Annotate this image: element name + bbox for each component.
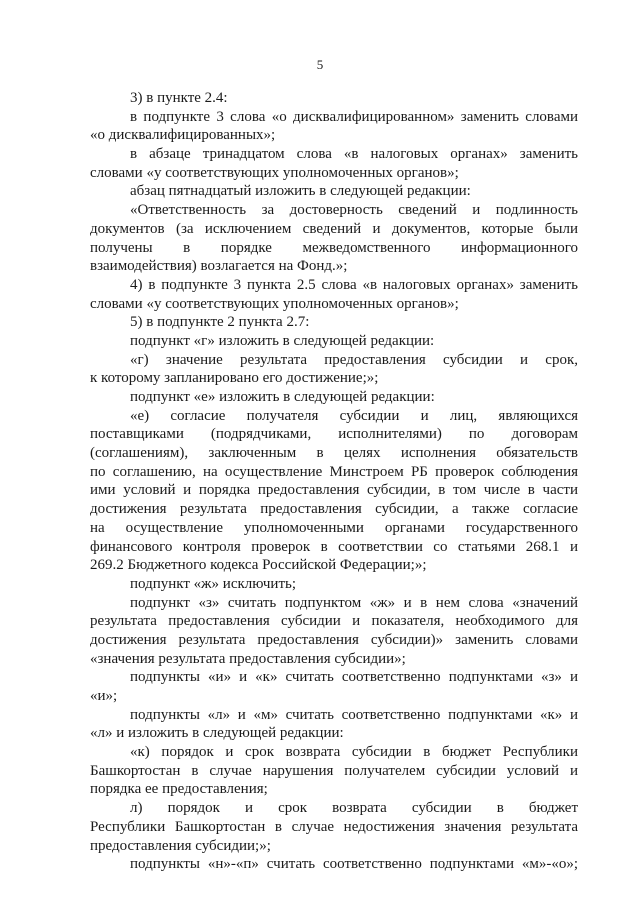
text-line: на осуществление уполномоченными органами государственного [90,519,578,536]
text-line: подпункт «ж» исключить; [130,575,297,592]
text-line: достижения результата предоставления субсидии)» заменить словами [90,631,578,648]
text-line: «е) согласие получателя субсидии и лиц, являющихся [130,407,578,424]
text-line: 3) в пункте 2.4: [130,90,228,106]
text-line: подпункт «з» считать подпунктом «ж» и в нем слова «значений [130,594,578,611]
text-line: подпункты «н»-«п» считать соответственно подпунктами «м»-«о»; [130,856,578,873]
document-body [90,89,578,874]
page-number: 5 [316,57,324,72]
text-line: к которому запланировано его достижение;»; [90,370,379,387]
text-line: «Ответственность за достоверность сведений и подлинность [130,202,578,219]
text-line: получены в порядке межведомственного информационного [90,239,578,256]
text-line: «л» и изложить в следующей редакции: [90,725,344,742]
text-line: 269.2 Бюджетного кодекса Российской Федерации;»; [90,557,427,574]
text-line: «к) порядок и срок возврата субсидии в бюджет Республики [130,744,578,761]
text-line: «о дисквалифицированных»; [90,127,276,144]
text-line: «г) значение результата предоставления субсидии и срок, [130,351,578,368]
text-line: абзац пятнадцатый изложить в следующей редакции: [130,183,471,200]
text-line: л) порядок и срок возврата субсидии в бюджет [130,800,578,817]
text-line: в абзаце тринадцатом слова «в налоговых органах» заменить [130,146,578,163]
text-line: «и»; [90,688,118,704]
text-line: 4) в подпункте 3 пункта 2.5 слова «в налоговых органах» заменить [130,276,578,293]
text-line: подпункты «и» и «к» считать соответственно подпунктами «з» и [130,669,578,686]
text-line: подпункты «л» и «м» считать соответственно подпунктами «к» и [130,706,578,723]
text-line: финансового контроля проверок в соответствии со статьями 268.1 и [90,538,578,555]
text-line: 5) в подпункте 2 пункта 2.7: [130,314,310,331]
text-line: результата предоставления субсидии и показателя, необходимого для [90,613,578,630]
text-line: Республики Башкортостан в случае недостижения значения результата [90,818,578,835]
text-line: подпункт «е» изложить в следующей редакции: [130,389,435,405]
text-line: взаимодействия) возлагается на Фонд.»; [90,258,348,275]
text-line: по соглашению, на осуществление Минстроем РБ проверок соблюдения [90,463,578,480]
text-line: Башкортостан в случае нарушения получателем субсидии условий и [90,762,578,779]
text-line: порядка ее предоставления; [90,781,268,798]
text-line: в подпункте 3 слова «о дисквалифицированном» заменить словами [130,108,578,125]
text-line: ими условий и порядка предоставления субсидии, в том числе в части [90,482,578,499]
text-line: (соглашениям), заключенным в целях исполнения обязательств [90,445,578,462]
text-line: словами «у соответствующих уполномоченных органов»; [90,295,459,312]
text-line: подпункт «г» изложить в следующей редакции: [130,332,435,349]
text-line: «значения результата предоставления субсидии»; [90,650,406,667]
text-line: документов (за исключением сведений и документов, которые были [90,220,578,237]
text-line: словами «у соответствующих уполномоченных органов»; [90,164,459,181]
text-line: поставщиками (подрядчиками, исполнителями) по договорам [90,426,578,443]
text-line: предоставления субсидии;»; [90,837,271,854]
text-line: достижения результата предоставления субсидии, а также согласие [90,501,578,518]
